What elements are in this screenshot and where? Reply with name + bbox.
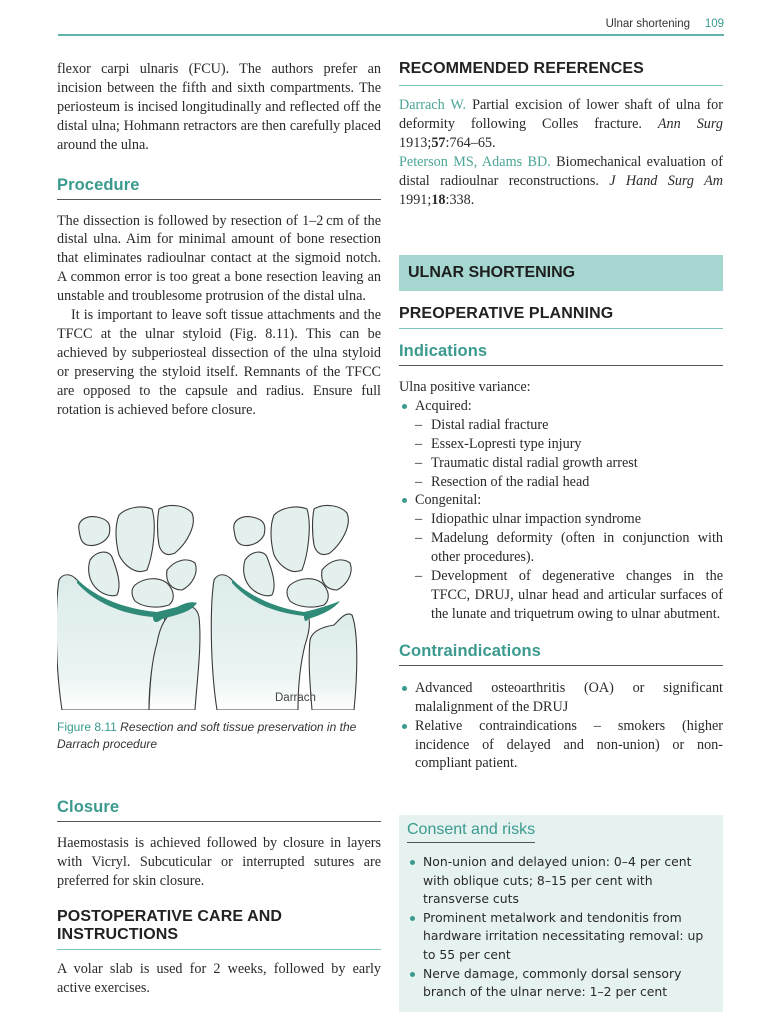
- bullet-icon: [402, 498, 407, 503]
- reference-journal: J Hand Surg Am: [609, 172, 723, 189]
- wrist-normal: [57, 506, 200, 710]
- postoperative-heading-line2: INSTRUCTIONS: [57, 925, 179, 943]
- congenital-sublist: [415, 510, 723, 623]
- dash-icon: –: [415, 530, 423, 547]
- reference-item: [399, 153, 723, 210]
- left-column: [57, 60, 381, 420]
- ulnar-shortening-section: [399, 255, 723, 773]
- indications-intro: Ulna positive variance:: [399, 379, 531, 395]
- procedure-heading: Procedure: [57, 176, 381, 200]
- page-number: 109: [704, 18, 724, 30]
- dash-icon: –: [415, 454, 423, 471]
- closure-paragraph: Haemostasis is achieved followed by closure in layers with Vicryl. Subcuticular or interrupted sutures are preferred for skin closure.: [57, 835, 381, 889]
- figure-caption: [57, 719, 381, 753]
- carpal-bone-triquetrum: [158, 506, 194, 555]
- carpal-bone-pisiform: [132, 579, 173, 607]
- list-item: – Development of degenerative changes in the TFCC, DRUJ, ulnar head and articular surfaces of the lunate and triquetrum owing to ulnar abutment.: [415, 568, 723, 622]
- reference-journal: Ann Surg: [657, 115, 723, 132]
- indication-group-acquired: [399, 397, 723, 492]
- procedure-paragraph-2: It is important to leave soft tissue attachments and the TFCC at the ulnar styloid (Fig. 8.11). This can be achieved by subperiosteal dissection of the ulna styloid or preserving the styloid itself. Remnants of the TFCC are opposed to the capsule and radius. Ensure full rotation is achieved before closure.: [57, 307, 381, 418]
- figure-label: Figure 8.11: [57, 720, 117, 734]
- figure-caption-block: [57, 719, 381, 998]
- reference-year: 1991;: [399, 191, 432, 208]
- reference-pages: :338.: [445, 191, 475, 208]
- list-item: Non-union and delayed union: 0–4 per cent with oblique cuts; 8–15 per cent with transverse cuts: [407, 853, 715, 909]
- references-heading: RECOMMENDED REFERENCES: [399, 60, 723, 86]
- indications-heading: Indications: [399, 342, 723, 366]
- consent-risks-box: [399, 815, 723, 1012]
- dash-icon: –: [415, 473, 423, 490]
- indications-list: [399, 397, 723, 624]
- contraindications-list: [399, 679, 723, 774]
- carpal-bone-triquetrum: [313, 506, 349, 555]
- dash-icon: –: [415, 416, 423, 433]
- bullet-icon: [402, 686, 407, 691]
- right-column: [399, 60, 723, 209]
- postoperative-paragraph: A volar slab is used for 2 weeks, followed by early active exercises.: [57, 960, 381, 996]
- dash-icon: –: [415, 435, 423, 452]
- list-item: – Traumatic distal radial growth arrest: [415, 454, 638, 471]
- running-header: [58, 14, 724, 36]
- running-header-title: Ulnar shortening: [605, 18, 690, 30]
- reference-item: [399, 96, 723, 153]
- carpal-bone-scaphoid: [79, 517, 110, 546]
- list-item: – Idiopathic ulnar impaction syndrome: [415, 511, 641, 528]
- carpal-bone-lunate: [271, 507, 309, 572]
- reference-title: Partial excision of lower shaft of ulna for deformity following Colles fracture.: [399, 97, 723, 132]
- reference-authors: Peterson MS, Adams BD.: [399, 153, 551, 170]
- reference-authors: Darrach W.: [399, 97, 467, 113]
- postoperative-heading: [57, 908, 381, 950]
- carpal-bone-pisiform: [287, 579, 328, 607]
- reference-volume: 18: [431, 191, 446, 208]
- carpal-bone-hamate: [167, 560, 196, 590]
- list-item: – Distal radial fracture: [415, 416, 549, 433]
- list-item: Relative contraindications – smokers (higher incidence of delayed and non-union) or non-compliant patient.: [399, 717, 723, 774]
- list-item: – Madelung deformity (often in conjunction with other procedures).: [415, 530, 723, 566]
- bullet-icon: [410, 860, 415, 865]
- carpal-bone-scaphoid: [234, 517, 265, 546]
- section-band-heading: ULNAR SHORTENING: [399, 255, 723, 291]
- bullet-icon: [402, 404, 407, 409]
- carpal-bone-hamate: [322, 560, 351, 590]
- bullet-icon: [410, 972, 415, 977]
- list-item: – Resection of the radial head: [415, 473, 590, 490]
- intro-paragraph: flexor carpi ulnaris (FCU). The authors prefer an incision between the fifth and sixth compartments. The periosteum is incised longitudinally and reflected off the distal ulna; Hohmann retractors are then carefully placed around the ulna.: [57, 61, 381, 153]
- contraindications-heading: Contraindications: [399, 642, 723, 666]
- carpal-bone-capitate: [244, 552, 274, 596]
- closure-heading: Closure: [57, 798, 381, 822]
- postoperative-heading-line1: POSTOPERATIVE CARE AND: [57, 907, 283, 925]
- dash-icon: –: [415, 568, 423, 585]
- reference-title: Biomechanical evaluation of distal radioulnar reconstructions.: [399, 153, 723, 189]
- list-item: Nerve damage, commonly dorsal sensory branch of the ulnar nerve: 1–2 per cent: [407, 965, 715, 1002]
- consent-heading: Consent and risks: [407, 821, 535, 843]
- carpal-bone-lunate: [116, 507, 154, 572]
- reference-pages: :764–65.: [445, 134, 496, 151]
- indication-group-label: Acquired:: [415, 397, 472, 414]
- wrist-illustration: [57, 495, 367, 710]
- reference-volume: 57: [431, 134, 446, 151]
- consent-list: [407, 853, 715, 1002]
- bullet-icon: [410, 916, 415, 921]
- bullet-icon: [402, 724, 407, 729]
- consent-box: [399, 815, 723, 1012]
- reference-year: 1913;: [399, 134, 432, 151]
- list-item: – Essex-Lopresti type injury: [415, 435, 582, 452]
- ulna-bone-resected: [309, 614, 357, 710]
- list-item: Prominent metalwork and tendonitis from hardware irritation necessitating removal: up to 55 per cent: [407, 909, 715, 965]
- list-item: Advanced osteoarthritis (OA) or significant malalignment of the DRUJ: [399, 679, 723, 717]
- indication-group-label: Congenital:: [415, 492, 482, 509]
- dash-icon: –: [415, 511, 423, 528]
- carpal-bone-capitate: [89, 552, 119, 596]
- procedure-paragraph-1: The dissection is followed by resection of 1–2 cm of the distal ulna. Aim for minimal amount of bone resection that eliminates radioulnar contact at the sigmoid notch. A common error is too great a bone resection leaving an unstable and troublesome protrusion of the distal ulna.: [57, 212, 381, 305]
- figure-caption-text: Resection and soft tissue preservation in the Darrach procedure: [57, 720, 357, 751]
- figure-8-11: [57, 495, 367, 710]
- preoperative-heading: PREOPERATIVE PLANNING: [399, 305, 723, 329]
- indication-group-congenital: [399, 491, 723, 623]
- darrach-label: Darrach: [275, 692, 316, 704]
- acquired-sublist: [415, 416, 723, 492]
- wrist-darrach: [211, 506, 356, 710]
